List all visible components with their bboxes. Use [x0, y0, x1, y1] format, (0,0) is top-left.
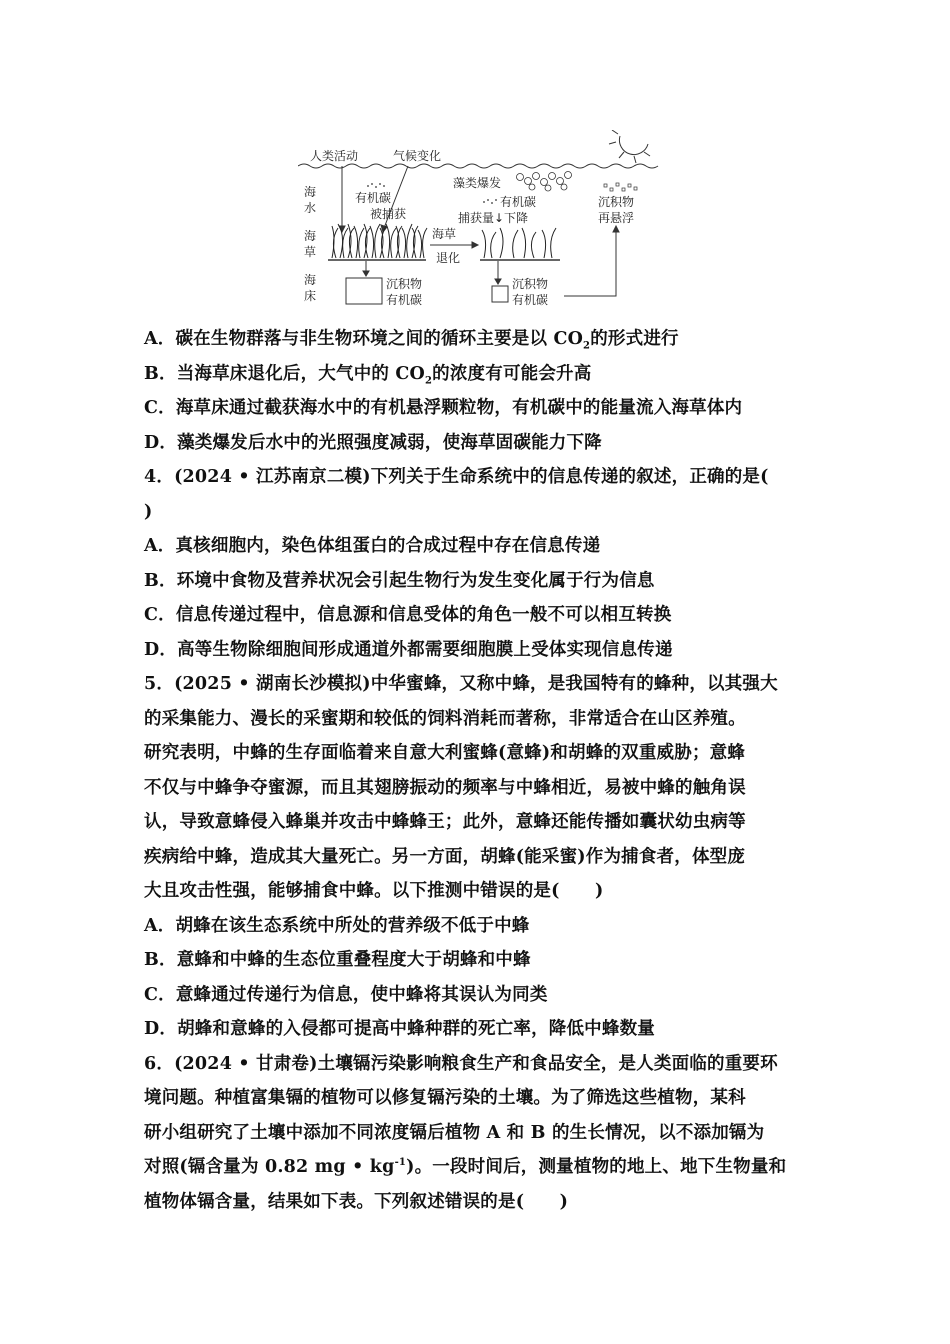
q5-option-a: A．胡蜂在该生态系统中所处的营养级不低于中蜂 — [144, 915, 530, 936]
sediment-box-small — [492, 286, 508, 302]
resuspend-arrow — [564, 226, 619, 296]
q3-option-c: C．海草床通过截获海水中的有机悬浮颗粒物，有机碳中的能量流入海草体内 — [144, 398, 743, 418]
q5-stem-line4: 不仅与中蜂争夺蜜源，而且其翅膀振动的频率与中蜂相近，易被中蜂的触角误 — [144, 777, 746, 798]
label-climate-change: 气候变化 — [393, 149, 442, 163]
resuspended-particles — [604, 183, 637, 191]
question-text — [144, 322, 814, 1219]
label-resuspend-1: 沉积物 — [598, 195, 635, 209]
q4-stem-cont: ) — [144, 501, 153, 522]
seagrass-sparse-right — [482, 228, 556, 258]
label-organic-carbon-captured-1: 有机碳 — [355, 191, 392, 205]
q6-stem-line4: 对照(镉含量为 0.82 mg • $kg^{-1}$)。一段时间后，测量植物的地上、地下生物量和 — [144, 1157, 787, 1177]
label-sediment-right-2: 有机碳 — [512, 293, 549, 307]
q4-option-d: D．高等生物除细胞间形成通道外都需要细胞膜上受体实现信息传递 — [144, 639, 673, 660]
q6-stem-line5: 植物体镉含量，结果如下表。下列叙述错误的是( ) — [144, 1191, 569, 1212]
particles-right — [483, 199, 497, 204]
sediment-arrows — [363, 261, 501, 284]
label-seawater-1: 海 — [304, 185, 317, 199]
label-seagrass-degrade-1: 海草 — [432, 227, 457, 241]
label-algae-bloom: 藻类爆发 — [453, 176, 502, 190]
q5-stem-line5: 认，导致意蜂侵入蜂巢并攻击中蜂蜂王；此外，意蜂还能传播如囊状幼虫病等 — [144, 812, 746, 832]
label-sediment-left-2: 有机碳 — [386, 293, 423, 307]
q5-stem-line2: 的采集能力、漫长的采蜜期和较低的饲料消耗而著称，非常适合在山区养殖。 — [144, 708, 746, 729]
q3-option-d: D．藻类爆发后水中的光照强度减弱，使海草固碳能力下降 — [144, 432, 602, 453]
q5-stem: 5．(2025 • 湖南长沙模拟)中华蜜蜂，又称中蜂，是我国特有的蜂种，以其强大 — [144, 674, 778, 694]
label-seabed-2: 床 — [304, 289, 317, 303]
q6-stem-line2: 境问题。种植富集镉的植物可以修复镉污染的土壤。为了筛选这些植物，某科 — [144, 1088, 746, 1108]
label-seagrass-2: 草 — [304, 245, 317, 259]
algae-bubbles — [517, 172, 572, 192]
label-seagrass-1: 海 — [304, 229, 317, 243]
q5-stem-line6: 疾病给中蜂，造成其大量死亡。另一方面，胡蜂(能采蜜)作为捕食者，体型庞 — [144, 846, 746, 867]
q4-option-a: A．真核细胞内，染色体组蛋白的合成过程中存在信息传递 — [144, 536, 601, 556]
q3-option-a: A．碳在生物群落与非生物环境之间的循环主要是以 $CO_2$的形式进行 — [144, 329, 679, 352]
label-human-activity: 人类活动 — [310, 149, 359, 163]
label-resuspend-2: 再悬浮 — [598, 211, 635, 225]
seagrass-carbon-diagram — [298, 130, 660, 312]
label-seabed-1: 海 — [304, 273, 317, 287]
label-seawater-2: 水 — [304, 201, 317, 215]
q5-stem-line3: 研究表明，中蜂的生存面临着来自意大利蜜蜂(意蜂)和胡蜂的双重威胁；意蜂 — [144, 743, 746, 763]
q6-stem-line3: 研小组研究了土壤中添加不同浓度镉后植物 A 和 B 的生长情况，以不添加镉为 — [144, 1122, 765, 1143]
q4-option-c: C．信息传递过程中，信息源和信息受体的角色一般不可以相互转换 — [144, 605, 672, 625]
sun-icon — [609, 130, 650, 163]
diagram-svg — [298, 130, 660, 312]
q5-option-d: D．胡蜂和意蜂的入侵都可提高中蜂种群的死亡率，降低中蜂数量 — [144, 1019, 655, 1039]
q4-option-b: B．环境中食物及营养状况会引起生物行为发生变化属于行为信息 — [144, 570, 655, 591]
q6-stem: 6．(2024 • 甘肃卷)土壤镉污染影响粮食生产和食品安全，是人类面临的重要环 — [144, 1053, 778, 1074]
seagrass-dense-left — [332, 224, 427, 258]
q3-option-b: B．当海草床退化后，大气中的 $CO_2$的浓度有可能会升高 — [144, 363, 592, 386]
label-organic-carbon-captured-2: 被捕获 — [370, 207, 407, 221]
q4-stem: 4．(2024 • 江苏南京二模)下列关于生命系统中的信息传递的叙述，正确的是( — [144, 467, 769, 487]
q5-option-c: C．意蜂通过传递行为信息，使中蜂将其误认为同类 — [144, 984, 548, 1005]
water-surface-line — [298, 164, 658, 168]
label-seagrass-degrade-2: 退化 — [436, 251, 461, 265]
q5-option-b: B．意蜂和中蜂的生态位重叠程度大于胡蜂和中蜂 — [144, 950, 531, 970]
label-capture-drop-2: 捕获量↓下降 — [458, 211, 529, 225]
particles-left — [367, 183, 385, 188]
label-sediment-right-1: 沉积物 — [512, 277, 549, 291]
label-sediment-left-1: 沉积物 — [386, 277, 423, 291]
degrade-arrow — [430, 242, 478, 248]
label-capture-drop-1: 有机碳 — [500, 195, 537, 209]
sediment-box-large — [346, 278, 382, 304]
q5-stem-line7: 大且攻击性强，能够捕食中蜂。以下推测中错误的是( ) — [144, 881, 604, 901]
